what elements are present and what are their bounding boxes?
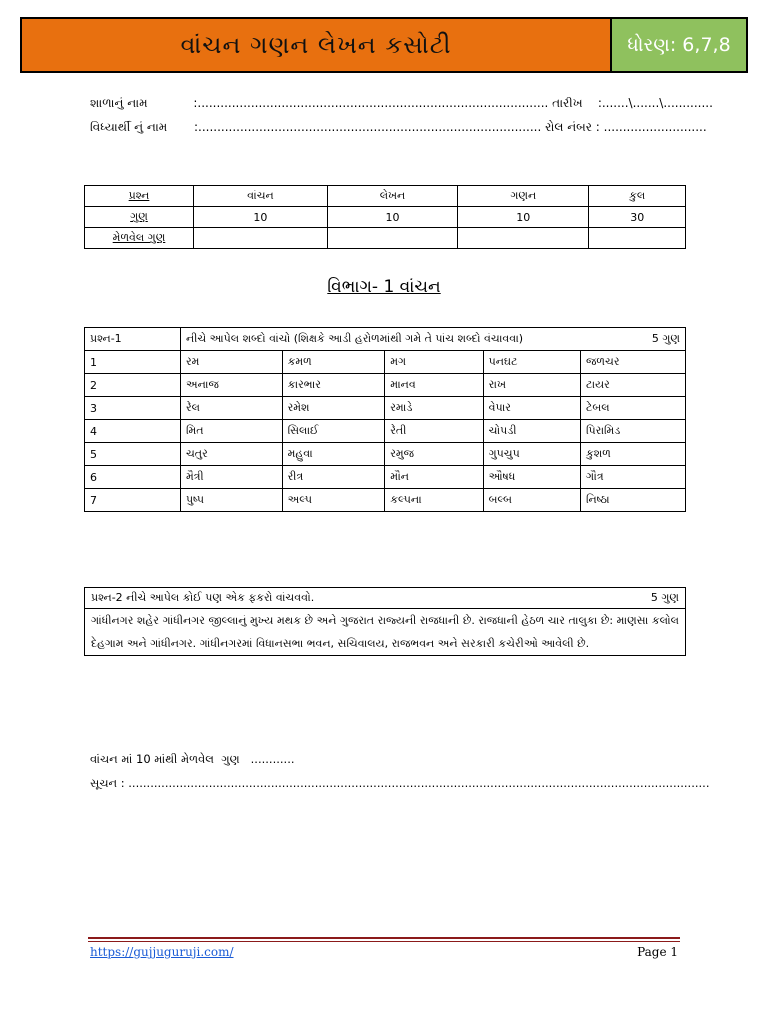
- table-row: [85, 228, 686, 249]
- table-cell: 10: [458, 207, 589, 228]
- word-cell: રાખ: [483, 374, 580, 397]
- q1-label: પ્રશ્ન-1: [85, 328, 181, 351]
- table-row: [85, 489, 686, 512]
- school-name-line: શાળાનું નામ :............................................................................................ તારીખ :.......\.......\.............: [90, 96, 713, 110]
- row-number: 3: [85, 397, 181, 420]
- q1-instruction: નીચે આપેલ શબ્દો વાંચો (શિક્ષકે આડી હરોળમાંથી ગમે તે પાંચ શબ્દો વંચાવવા): [186, 332, 524, 345]
- student-name-line: વિધ્યાર્થી નું નામ :.......................................................................................... રોલ નંબર : ...........................: [90, 120, 707, 134]
- word-cell: અનાજ: [181, 374, 283, 397]
- q2-marks: 5 ગુણ: [650, 591, 679, 604]
- row-number: 1: [85, 351, 181, 374]
- row-number: 7: [85, 489, 181, 512]
- table-header-cell: પ્રશ્ન: [85, 186, 194, 207]
- word-cell: સિલાઈ: [282, 420, 385, 443]
- row-number: 5: [85, 443, 181, 466]
- word-cell: પનઘટ: [483, 351, 580, 374]
- section-title: વિભાગ- 1 વાંચન: [327, 277, 441, 297]
- word-cell: મહુવા: [282, 443, 385, 466]
- table-header-cell: કુલ: [589, 186, 686, 207]
- word-cell: રમાડે: [385, 397, 483, 420]
- header-banner: [20, 17, 748, 73]
- grade-badge: ધોરણ: 6,7,8: [612, 19, 746, 71]
- q2-header: [85, 588, 685, 609]
- word-cell: રેલ: [181, 397, 283, 420]
- table-row: [85, 397, 686, 420]
- word-cell: પિરામિડ: [581, 420, 686, 443]
- word-cell: ટાયર: [581, 374, 686, 397]
- word-cell: રમુજ: [385, 443, 483, 466]
- word-cell: કુશળ: [581, 443, 686, 466]
- word-cell: ગુપચુપ: [483, 443, 580, 466]
- table-row: [85, 351, 686, 374]
- table-header-cell: લેખન: [327, 186, 457, 207]
- q1-instruction-cell: [181, 328, 686, 351]
- footer-rule: [88, 937, 680, 939]
- q1-marks: 5 ગુણ: [651, 332, 680, 345]
- table-cell: 10: [194, 207, 328, 228]
- table-row: [85, 374, 686, 397]
- word-cell: ચતુર: [181, 443, 283, 466]
- footer-rule-thin: [88, 941, 680, 942]
- word-cell: મૈત્રી: [181, 466, 283, 489]
- word-cell: રીત્ર: [282, 466, 385, 489]
- word-cell: ગૌત્ર: [581, 466, 686, 489]
- word-cell: રમેશ: [282, 397, 385, 420]
- table-row: [85, 420, 686, 443]
- q2-paragraph: ગાંધીનગર શહેર ગાંધીનગર જીલ્લાનું મુખ્ય મથક છે અને ગુજરાત રાજ્યની રાજધાની છે. રાજધાની હેઠળ ચાર તાલુકા છે: માણસા કલોલ દેહગામ અને ગાંધીનગર. ગાંધીનગરમાં વિધાનસભા ભવન, સચિવાલય, રાજભવન અને સરકારી કચેરીઓ આવેલી છે.: [91, 614, 679, 650]
- table-header-cell: ગણન: [458, 186, 589, 207]
- page-number: Page 1: [637, 945, 678, 959]
- word-cell: મગ: [385, 351, 483, 374]
- word-cell: કારભાર: [282, 374, 385, 397]
- word-cell: ટેબલ: [581, 397, 686, 420]
- reading-score-line: વાંચન માં 10 માંથી મેળવેલ ગુણ ............: [90, 752, 295, 766]
- word-cell: કલ્પના: [385, 489, 483, 512]
- footer-link[interactable]: https://gujjuguruji.com/: [90, 945, 234, 959]
- table-row: [85, 466, 686, 489]
- table-cell: 30: [589, 207, 686, 228]
- table-cell: 10: [327, 207, 457, 228]
- word-cell: માનવ: [385, 374, 483, 397]
- table-row: [85, 328, 686, 351]
- table-cell: [327, 228, 457, 249]
- suggestion-line: સૂચન : ...............................................................................................................................................................: [90, 776, 710, 790]
- table-header-cell: વાંચન: [194, 186, 328, 207]
- page-title: વાંચન ગણન લેખન કસોટી: [22, 19, 612, 71]
- word-cell: નિષ્ઠા: [581, 489, 686, 512]
- table-cell: [458, 228, 589, 249]
- table-cell: [589, 228, 686, 249]
- q2-title: પ્રશ્ન-2 નીચે આપેલ કોઈ પણ એક ફકરો વાંચવવો.: [91, 591, 315, 604]
- word-cell: મૌન: [385, 466, 483, 489]
- word-cell: રમ: [181, 351, 283, 374]
- word-cell: પુષ્પ: [181, 489, 283, 512]
- word-cell: મિત: [181, 420, 283, 443]
- word-cell: ઔષધ: [483, 466, 580, 489]
- word-cell: જળચર: [581, 351, 686, 374]
- table-row: [85, 443, 686, 466]
- word-cell: વેપાર: [483, 397, 580, 420]
- table-row: [85, 186, 686, 207]
- word-cell: રેતી: [385, 420, 483, 443]
- word-cell: અલ્પ: [282, 489, 385, 512]
- row-number: 6: [85, 466, 181, 489]
- table-cell: મેળવેલ ગુણ: [85, 228, 194, 249]
- table-cell: ગુણ: [85, 207, 194, 228]
- q2-box: [84, 587, 686, 656]
- table-row: [85, 207, 686, 228]
- row-number: 4: [85, 420, 181, 443]
- word-cell: કમળ: [282, 351, 385, 374]
- row-number: 2: [85, 374, 181, 397]
- word-cell: ચોપડી: [483, 420, 580, 443]
- word-cell: બલ્બ: [483, 489, 580, 512]
- marks-table: [84, 185, 686, 249]
- q1-word-table: [84, 327, 686, 512]
- table-cell: [194, 228, 328, 249]
